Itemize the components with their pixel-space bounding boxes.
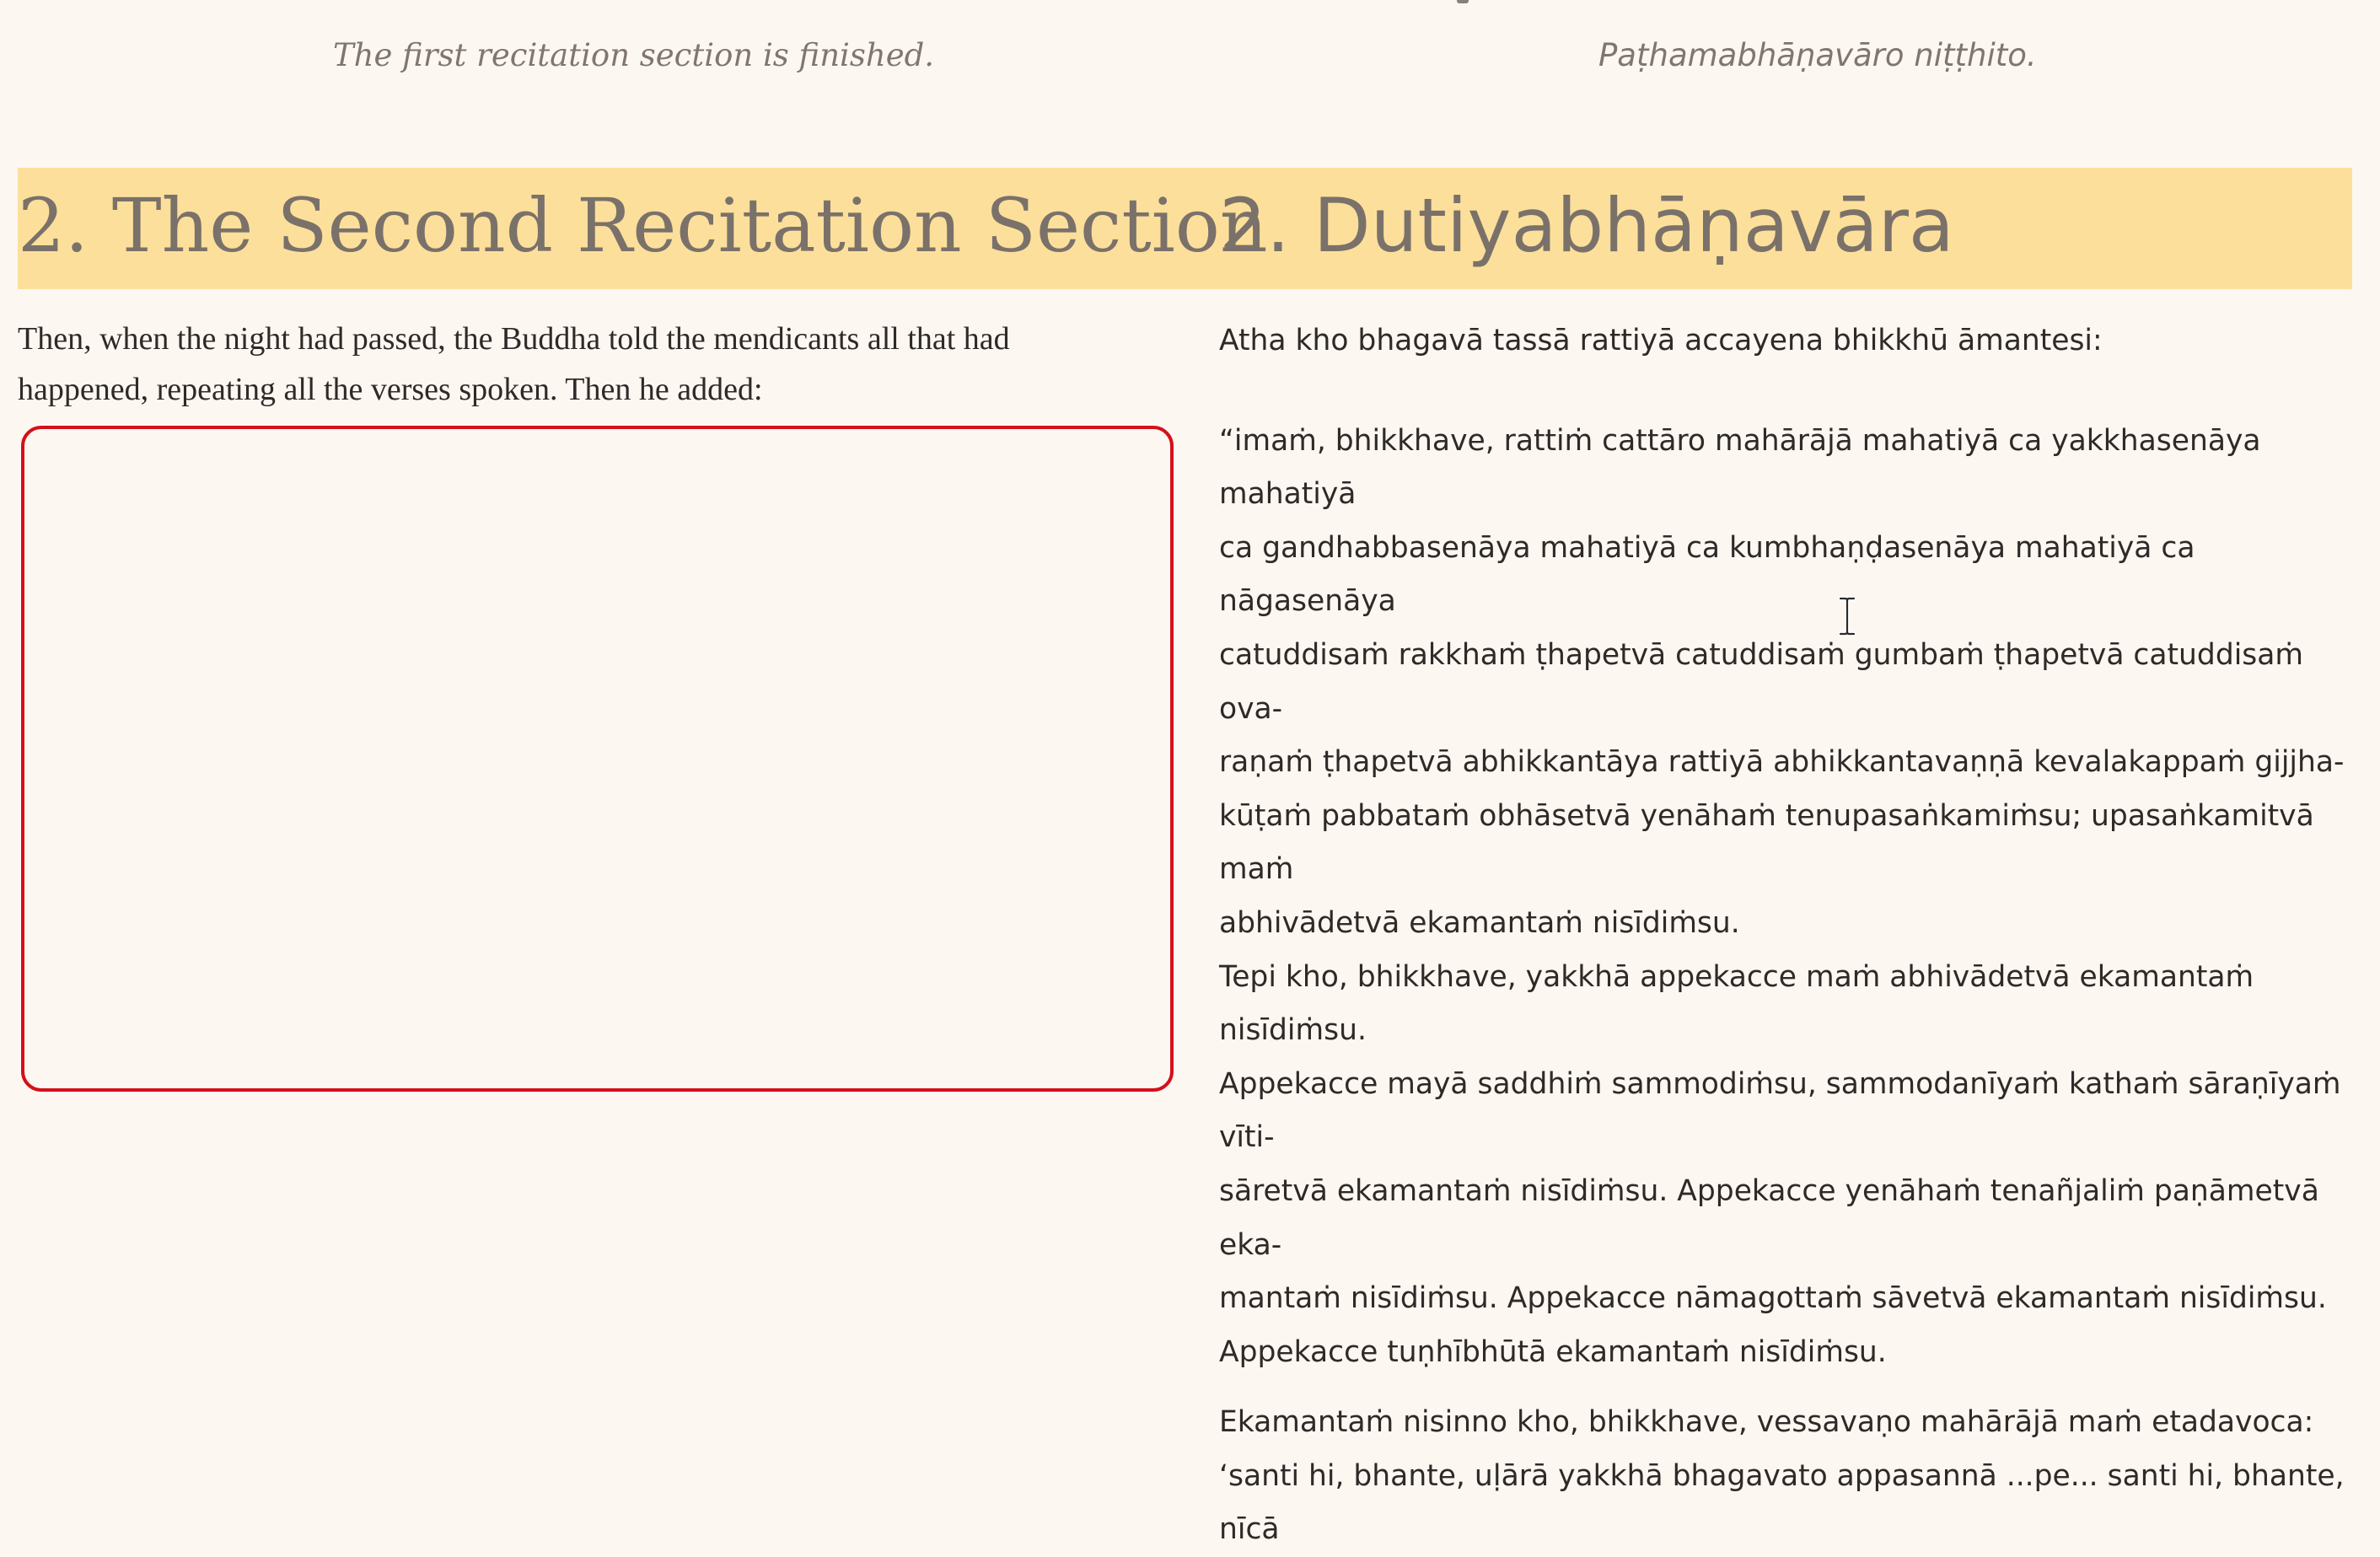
pali-line: mantaṁ nisīdiṁsu. Appekacce nāmagottaṁ sāvetvā ekamantaṁ nisīdiṁsu. [1219,1281,2327,1316]
pali-paragraph-speech [1219,415,2354,1380]
pali-paragraph-opening: Atha kho bhagavā tassā rattiyā accayena bhikkhū āmantesi: [1219,324,2103,357]
empty-verse-box [21,426,1174,1092]
pali-line: catuddisaṁ rakkhaṁ ṭhapetvā catuddisaṁ gumbaṁ ṭhapetvā catuddisaṁ ova- [1219,637,2304,726]
pali-line: Appekacce tuṇhībhūtā ekamantaṁ nisīdiṁsu. [1219,1334,1887,1369]
pali-section-finished-note: Paṭhamabhāṇavāro niṭṭhito. [1598,37,2037,73]
pali-line: “imaṁ, bhikkhave, rattiṁ cattāro mahārājā mahatiyā ca yakkhasenāya mahatiyā [1219,423,2261,512]
pali-line: abhivādetvā ekamantaṁ nisīdiṁsu. [1219,905,1740,940]
pali-line: Tepi kho, bhikkhave, yakkhā appekacce maṁ abhivādetvā ekamantaṁ nisīdiṁsu. [1219,959,2254,1048]
english-intro-line: happened, repeating all the verses spoken. Then he added: [18,372,763,407]
pali-line: ‘santi hi, bhante, uḷārā yakkhā bhagavato appasannā ...pe... santi hi, bhante, nīcā [1219,1458,2345,1547]
pali-line: Ekamantaṁ nisinno kho, bhikkhave, vessavaṇo mahārājā maṁ etadavoca: [1219,1405,2314,1440]
pali-paragraph-vessavana [1219,1396,2354,1557]
partial-glyph-fragment [1457,0,1469,3]
pali-line: Appekacce mayā saddhiṁ sammodiṁsu, sammodanīyaṁ kathaṁ sāraṇīyaṁ vīti- [1219,1066,2341,1155]
pali-text-column [1219,314,2354,1557]
pali-line: ca gandhabbasenāya mahatiyā ca kumbhaṇḍasenāya mahatiyā ca nāgasenāya [1219,530,2195,619]
english-section-finished-note: The first recitation section is finished. [333,37,935,73]
pali-line: sāretvā ekamantaṁ nisīdiṁsu. Appekacce yenāhaṁ tenañjaliṁ paṇāmetvā eka- [1219,1173,2319,1262]
english-intro-line: Then, when the night had passed, the Buddha told the mendicants all that had [18,321,1010,357]
english-section-heading: 2. The Second Recitation Section [18,182,1268,269]
english-intro-paragraph [18,314,1181,415]
pali-line: raṇaṁ ṭhapetvā abhikkantāya rattiyā abhikkantavaṇṇā kevalakappaṁ gijjha- [1219,745,2345,780]
pali-line: kūṭaṁ pabbataṁ obhāsetvā yenāhaṁ tenupasaṅkamiṁsu; upasaṅkamitvā maṁ [1219,798,2314,887]
text-cursor-icon [1838,596,1856,636]
pali-section-heading: 2. Dutiyabhāṇavāra [1219,182,1954,269]
